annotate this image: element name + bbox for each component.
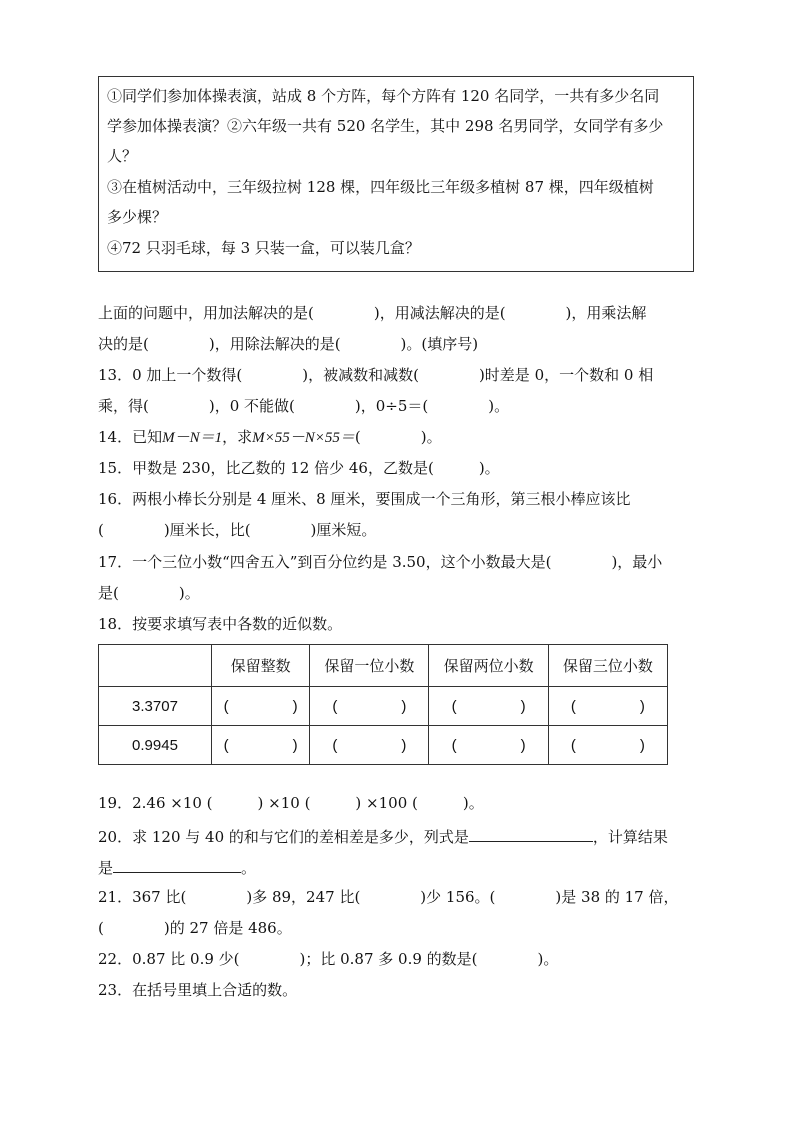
q12-line-2: 决的是( )，用除法解决的是( )。(填序号) <box>98 335 479 353</box>
q17-line-2: 是( )。 <box>98 584 200 602</box>
q13-line-2: 乘，得( )，0 不能做( )，0÷5＝( )。 <box>98 397 510 415</box>
q14-answer-blank[interactable]: ( )。 <box>354 428 442 446</box>
q14-mid: ，求 <box>222 428 253 446</box>
q20-result-line[interactable] <box>113 857 241 873</box>
q16-line-1: 16．两根小棒长分别是 4 厘米、8 厘米，要围成一个三角形，第三根小棒应该比 <box>98 490 631 508</box>
row-label: 0.9945 <box>99 726 212 765</box>
q12-line-1: 上面的问题中，用加法解决的是( )，用减法解决的是( )，用乘法解 <box>98 304 647 322</box>
answer-cell[interactable]: ( ) <box>310 687 429 726</box>
table-header-row <box>99 645 668 687</box>
q22: 22．0.87 比 0.9 少( )；比 0.87 多 0.9 的数是( )。 <box>98 950 559 968</box>
table-header-cell: 保留两位小数 <box>429 645 548 687</box>
box-line-6: ④72 只羽毛球，每 3 只装一盒，可以装几盒？ <box>107 239 420 257</box>
row-label: 3.3707 <box>99 687 212 726</box>
box-line-5: 多少棵？ <box>107 208 168 226</box>
table-header-cell: 保留三位小数 <box>548 645 667 687</box>
table-row <box>99 687 668 726</box>
q23: 23．在括号里填上合适的数。 <box>98 981 298 999</box>
q20-line-1 <box>98 826 668 846</box>
box-line-1: ①同学们参加体操表演，站成 8 个方阵，每个方阵有 120 名同学，一共有多少名同 <box>107 87 660 105</box>
table-header-cell <box>99 645 212 687</box>
q20-text-a: 20．求 120 与 40 的和与它们的差相差是多少，列式是 <box>98 828 469 846</box>
answer-cell[interactable]: ( ) <box>429 726 548 765</box>
q14-formula-target: M×55－N×55＝ <box>252 430 355 446</box>
q20-text-d: 。 <box>241 859 257 877</box>
answer-cell[interactable]: ( ) <box>212 726 310 765</box>
table-header-cell: 保留一位小数 <box>310 645 429 687</box>
q14 <box>98 428 442 447</box>
box-line-2: 学参加体操表演？②六年级一共有 520 名学生，其中 298 名男同学，女同学有多少 <box>107 117 664 135</box>
q21-line-2: ( )的 27 倍是 486。 <box>98 919 292 937</box>
q20-answer-line[interactable] <box>469 826 593 842</box>
table-row <box>99 726 668 765</box>
q20-text-b: ，计算结果 <box>592 828 668 846</box>
approximation-table <box>98 644 668 765</box>
answer-cell[interactable]: ( ) <box>212 687 310 726</box>
q20-text-c: 是 <box>98 859 114 877</box>
q21-line-1: 21．367 比( )多 89，247 比( )少 156。( )是 38 的 17 倍， <box>98 888 679 906</box>
q13-line-1: 13．0 加上一个数得( )，被减数和减数( )时差是 0，一个数和 0 相 <box>98 366 654 384</box>
answer-cell[interactable]: ( ) <box>310 726 429 765</box>
q14-prefix: 14．已知 <box>98 428 163 446</box>
answer-cell[interactable]: ( ) <box>429 687 548 726</box>
q17-line-1: 17．一个三位小数“四舍五入”到百分位约是 3.50，这个小数最大是( )，最小 <box>98 553 663 571</box>
q18-title: 18．按要求填写表中各数的近似数。 <box>98 615 343 633</box>
q15: 15．甲数是 230，比乙数的 12 倍少 46，乙数是( )。 <box>98 459 500 477</box>
box-line-4: ③在植树活动中，三年级拉树 128 棵，四年级比三年级多植树 87 棵，四年级植树 <box>107 178 654 196</box>
q16-line-2: ( )厘米长，比( )厘米短。 <box>98 521 377 539</box>
q14-formula-given: M－N＝1 <box>162 430 223 446</box>
q20-line-2 <box>98 857 256 877</box>
answer-cell[interactable]: ( ) <box>548 726 667 765</box>
box-line-3: 人？ <box>107 147 138 165</box>
table-header-cell: 保留整数 <box>212 645 310 687</box>
problem-box <box>98 76 694 272</box>
q19: 19．2.46 ×10 ( ) ×10 ( ) ×100 ( )。 <box>98 794 484 812</box>
answer-cell[interactable]: ( ) <box>548 687 667 726</box>
